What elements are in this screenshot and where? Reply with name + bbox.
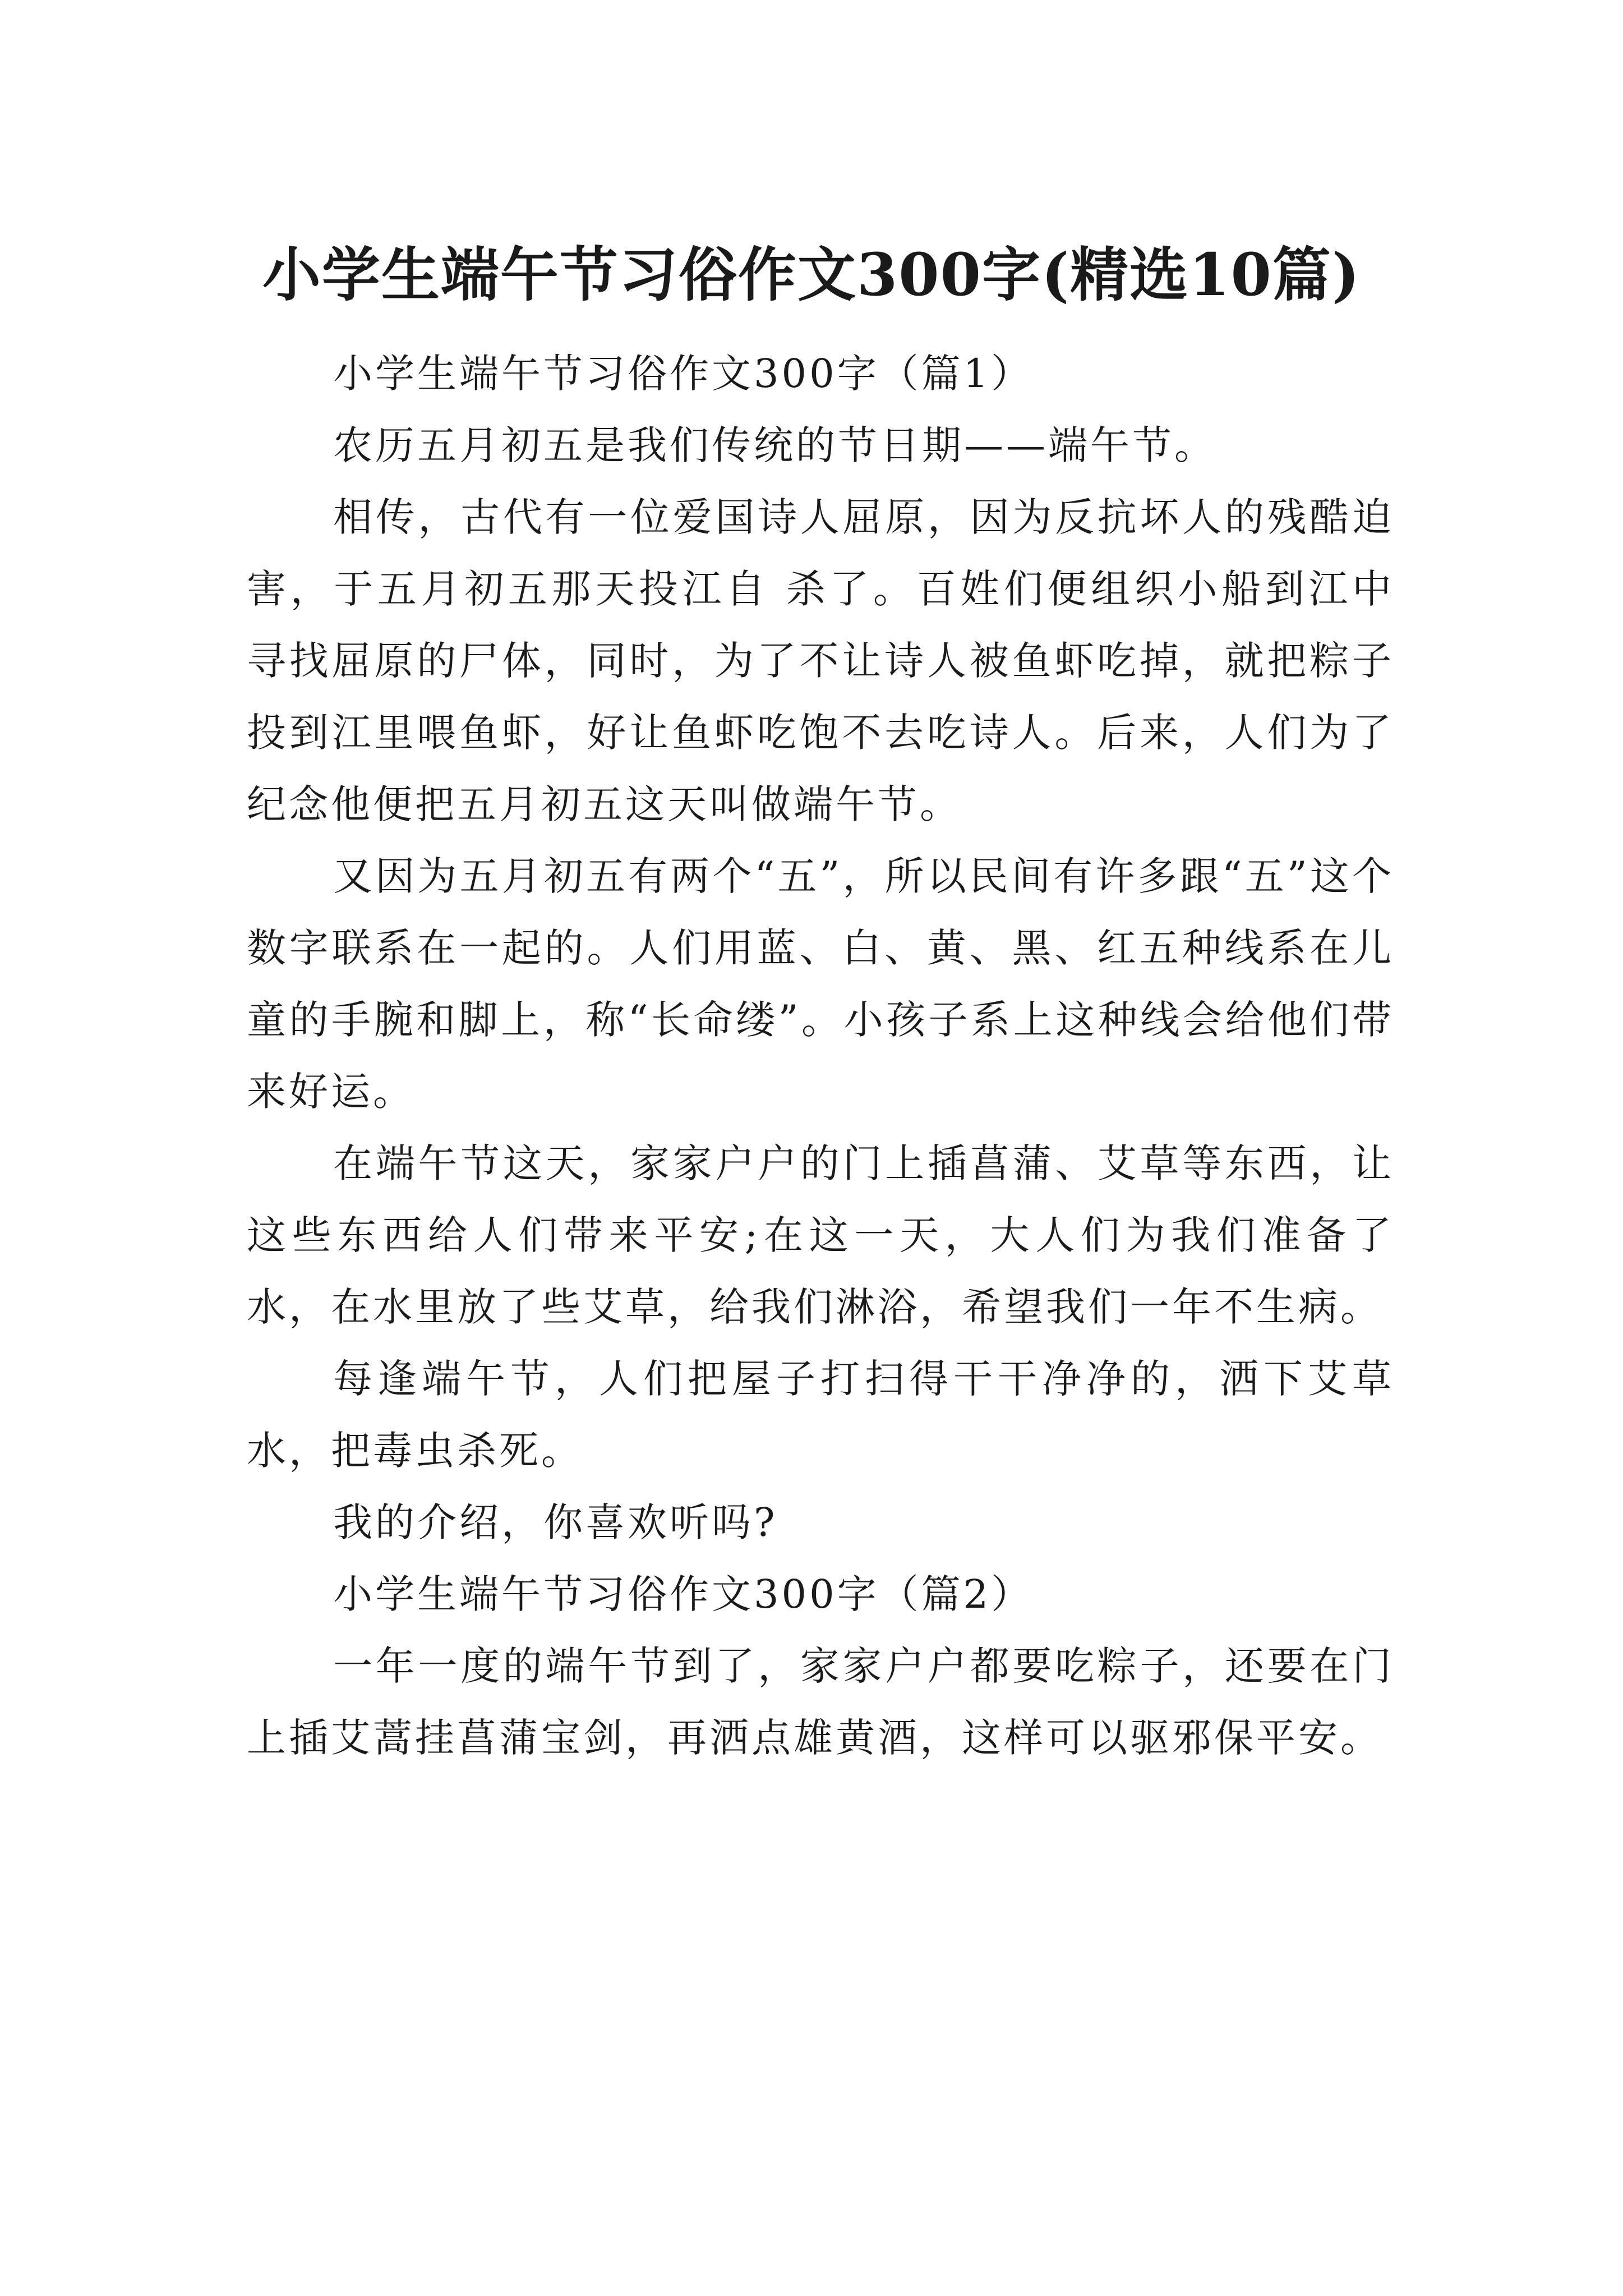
- paragraph-heading-2: 小学生端午节习俗作文300字（篇2）: [333, 1571, 1034, 1617]
- paragraph: 又因为五月初五有两个“五”，所以民间有许多跟“五”这个数字联系在一起的。人们用蓝、白、黄、黑、红五种线系在儿童的手腕和脚上，称“长命缕”。小孩子系上这种线会给他们带来好运。: [247, 853, 1394, 1115]
- paragraph: 每逢端午节，人们把屋子打扫得干干净净的，洒下艾草水，把毒虫杀死。: [247, 1356, 1394, 1474]
- paragraph: 农历五月初五是我们传统的节日期——端午节。: [333, 422, 1216, 468]
- document-body: [247, 338, 1394, 1774]
- paragraph: 我的介绍，你喜欢听吗?: [333, 1499, 778, 1545]
- paragraph-heading-1: 小学生端午节习俗作文300字（篇1）: [333, 351, 1034, 397]
- paragraph: 相传，古代有一位爱国诗人屈原，因为反抗坏人的残酷迫 害，于五月初五那天投江自 杀了。百姓们便组织小船到江中寻找屈原的尸体，同时，为了不让诗人被鱼虾吃掉，就把粽子投到江里喂鱼虾，好让鱼虾吃饱不去吃诗人。后来，人们为了纪念他便把五月初五这天叫做端午节。: [247, 494, 1394, 827]
- document-title: 小学生端午节习俗作文300字(精选10篇): [262, 240, 1361, 309]
- paragraph: 在端午节这天，家家户户的门上插菖蒲、艾草等东西，让这些东西给人们带来平安;在这一天，大人们为我们准备了水，在水里放了些艾草，给我们淋浴，希望我们一年不生病。: [247, 1140, 1394, 1330]
- paragraph: 一年一度的端午节到了，家家户户都要吃粽子，还要在门上插艾蒿挂菖蒲宝剑，再洒点雄黄酒，这样可以驱邪保平安。: [247, 1643, 1394, 1761]
